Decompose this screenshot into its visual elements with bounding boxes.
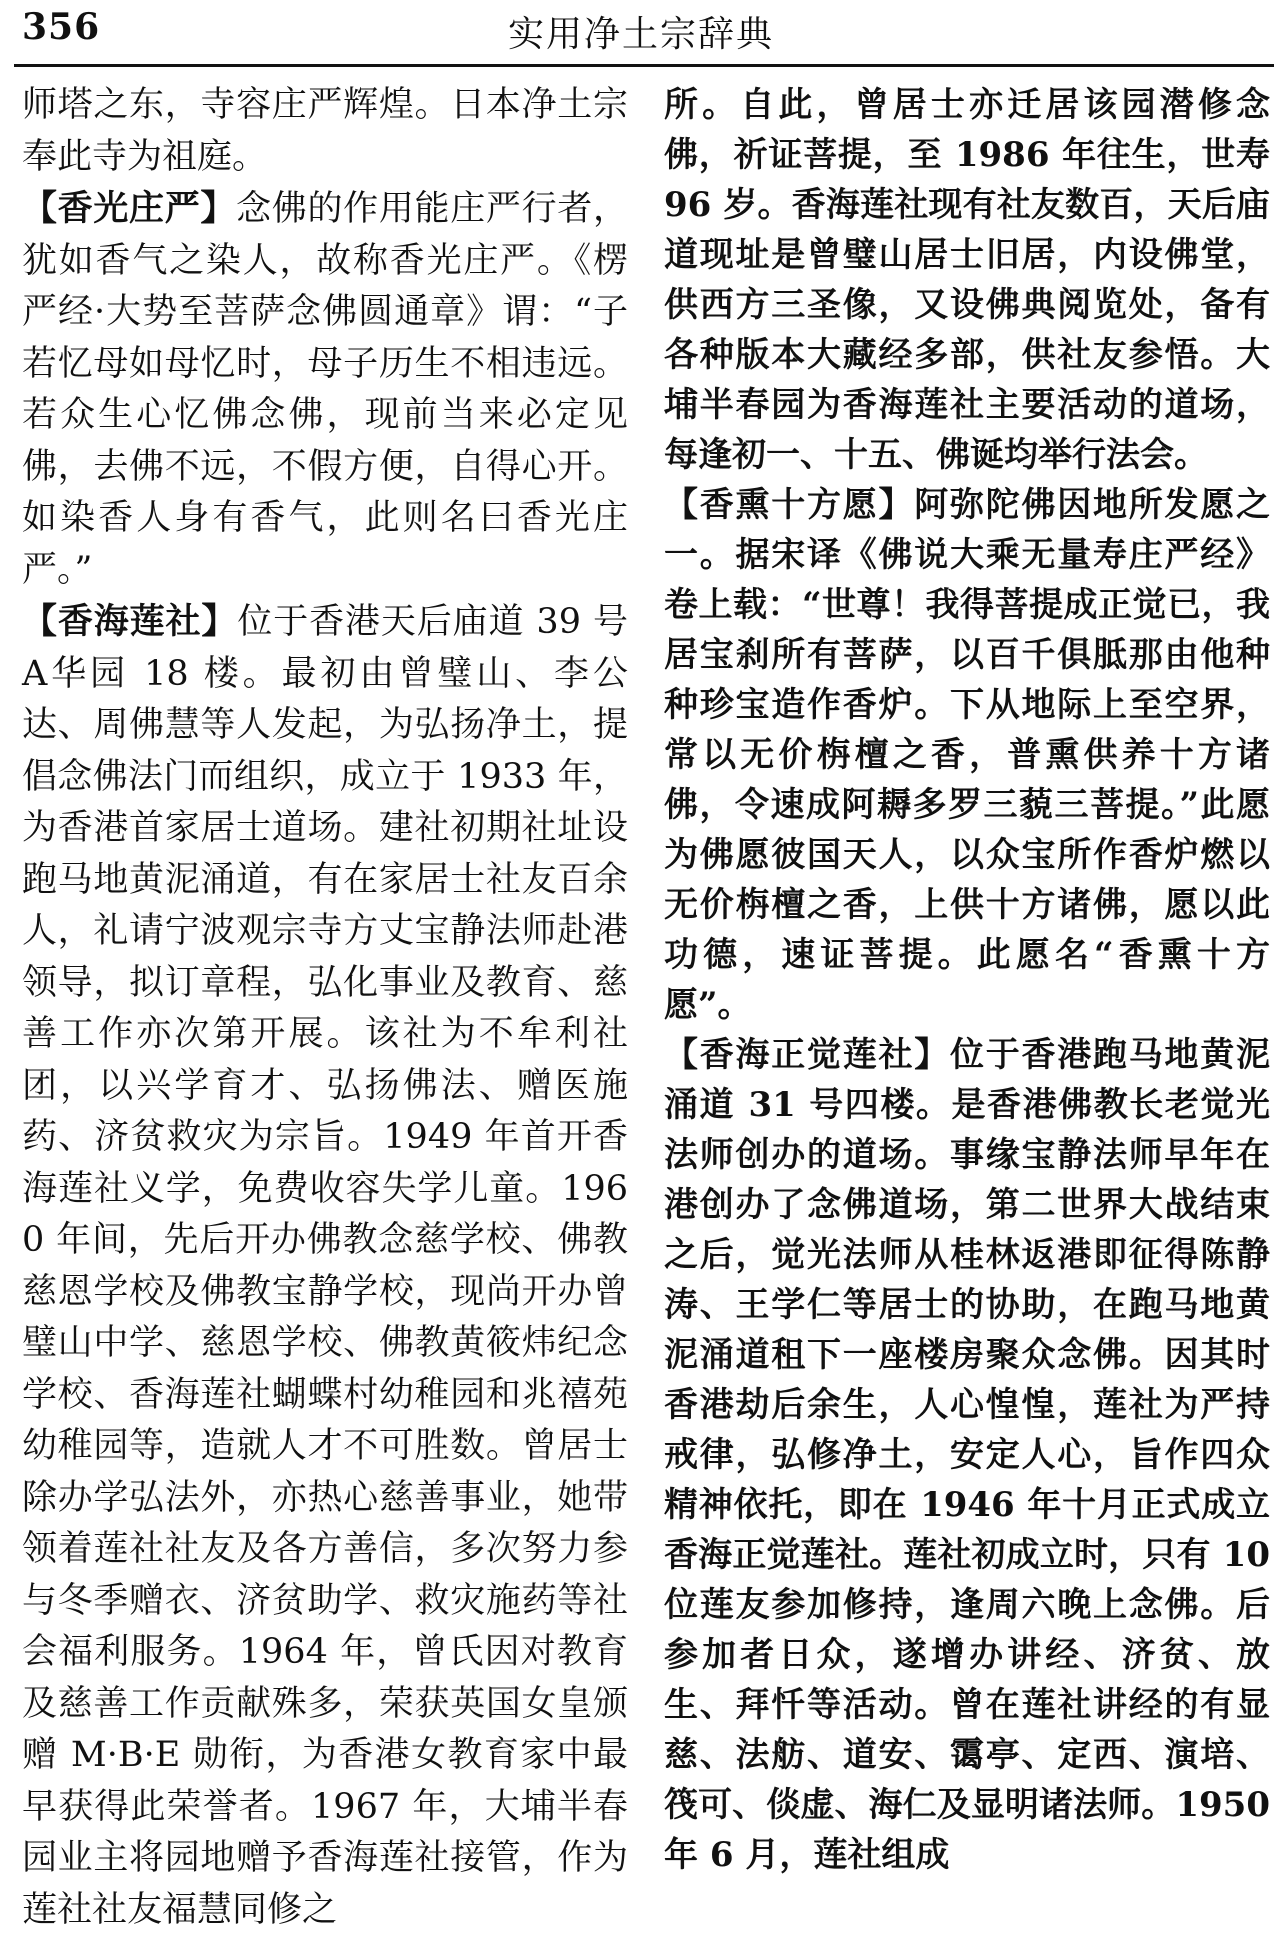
entry-text: 位于香港跑马地黄泥涌道 31 号四楼。是香港佛教长老觉光法师创办的道场。事缘宝静法师早年在港创办了念佛道场，第二世界大战结束之后，觉光法师从桂林返港即征得陈静涛、王学仁等居士的协助，在跑马地黄泥涌道租下一座楼房聚众念佛。因其时香港劫后余生，人心惶惶，莲社为严持戒律，弘修净土，安定人心，旨作四众精神依托，即在 1946 年十月正式成立香海正觉莲社。莲社初成立时，只有 10 位莲友参加修持，逢周六晚上念佛。后参加者日众，遂增办讲经、济贫、放生、拜忏等活动。曾在莲社讲经的有显慈、法舫、道安、霭亭、定西、演培、筏可、倓虚、海仁及显明诸法师。1950 年 6 月，莲社组成 (664, 1035, 1270, 1875)
entry-xiangguang-zhuangyan (22, 183, 628, 596)
continuation-text: 师塔之东，寺容庄严辉煌。日本净土宗奉此寺为祖庭。 (22, 85, 628, 177)
entry-xianghai-zhengjue-lianshe (664, 1030, 1270, 1880)
entry-text: 念佛的作用能庄严行者，犹如香气之染人，故称香光庄严。《楞严经·大势至菩萨念佛圆通章》谓：“子若忆母如母忆时，母子历生不相违远。若众生心忆佛念佛，现前当来必定见佛，去佛不远，不假方便，自得心开。如染香人身有香气，此则名曰香光庄严。” (22, 189, 628, 590)
entry-xiangxun-shifang-yuan (664, 480, 1270, 1030)
continuation-paragraph (22, 80, 628, 183)
entry-term: 【香海莲社】 (22, 601, 238, 642)
running-title: 实用净土宗辞典 (507, 14, 774, 55)
continuation-paragraph (664, 80, 1270, 480)
entry-xianghai-lianshe (22, 596, 628, 1936)
entry-term: 【香光庄严】 (22, 188, 237, 229)
continuation-text: 所。自此，曾居士亦迁居该园潜修念佛，祈证菩提，至 1986 年往生，世寿 96 岁。香海莲社现有社友数百，天后庙道现址是曾璧山居士旧居，内设佛堂，供西方三圣像，又设佛典阅览处，备有各种版本大藏经多部，供社友参悟。大埔半春园为香海莲社主要活动的道场，每逢初一、十五、佛诞均举行法会。 (664, 85, 1270, 475)
left-column (22, 80, 628, 1936)
entry-term: 【香熏十方愿】 (664, 485, 915, 525)
header-rule (14, 64, 1274, 67)
right-column (664, 80, 1270, 1880)
entry-term: 【香海正觉莲社】 (664, 1035, 950, 1075)
entry-text: 阿弥陀佛因地所发愿之一。据宋译《佛说大乘无量寿庄严经》卷上载：“世尊！我得菩提成正觉已，我居宝刹所有菩萨，以百千俱胝那由他种种珍宝造作香炉。下从地际上至空界，常以无价栴檀之香，普熏供养十方诸佛，令速成阿耨多罗三藐三菩提。”此愿为佛愿彼国天人，以众宝所作香炉燃以无价栴檀之香，上供十方诸佛，愿以此功德，速证菩提。此愿名“香熏十方愿”。 (664, 485, 1270, 1025)
page-header (0, 0, 1282, 66)
page-number: 356 (22, 6, 101, 48)
entry-text: 位于香港天后庙道 39 号 A华园 18 楼。最初由曾璧山、李公达、周佛慧等人发起，为弘扬净土，提倡念佛法门而组织，成立于 1933 年，为香港首家居士道场。建社初期社址设跑马地黄泥涌道，有在家居士社友百余人，礼请宁波观宗寺方丈宝静法师赴港领导，拟订章程，弘化事业及教育、慈善工作亦次第开展。该社为不牟利社团，以兴学育才、弘扬佛法、赠医施药、济贫救灾为宗旨。1949 年首开香海莲社义学，免费收容失学儿童。1960 年间，先后开办佛教念慈学校、佛教慈恩学校及佛教宝静学校，现尚开办曾璧山中学、慈恩学校、佛教黄筱炜纪念学校、香海莲社蝴蝶村幼稚园和兆禧苑幼稚园等，造就人才不可胜数。曾居士除办学弘法外，亦热心慈善事业，她带领着莲社社友及各方善信，多次努力参与冬季赠衣、济贫助学、救灾施药等社会福利服务。1964 年，曾氏因对教育及慈善工作贡献殊多，荣获英国女皇颁赠 M·B·E 勋衔，为香港女教育家中最早获得此荣誉者。1967 年，大埔半春园业主将园地赠予香海莲社接管，作为莲社社友福慧同修之 (22, 602, 628, 1930)
